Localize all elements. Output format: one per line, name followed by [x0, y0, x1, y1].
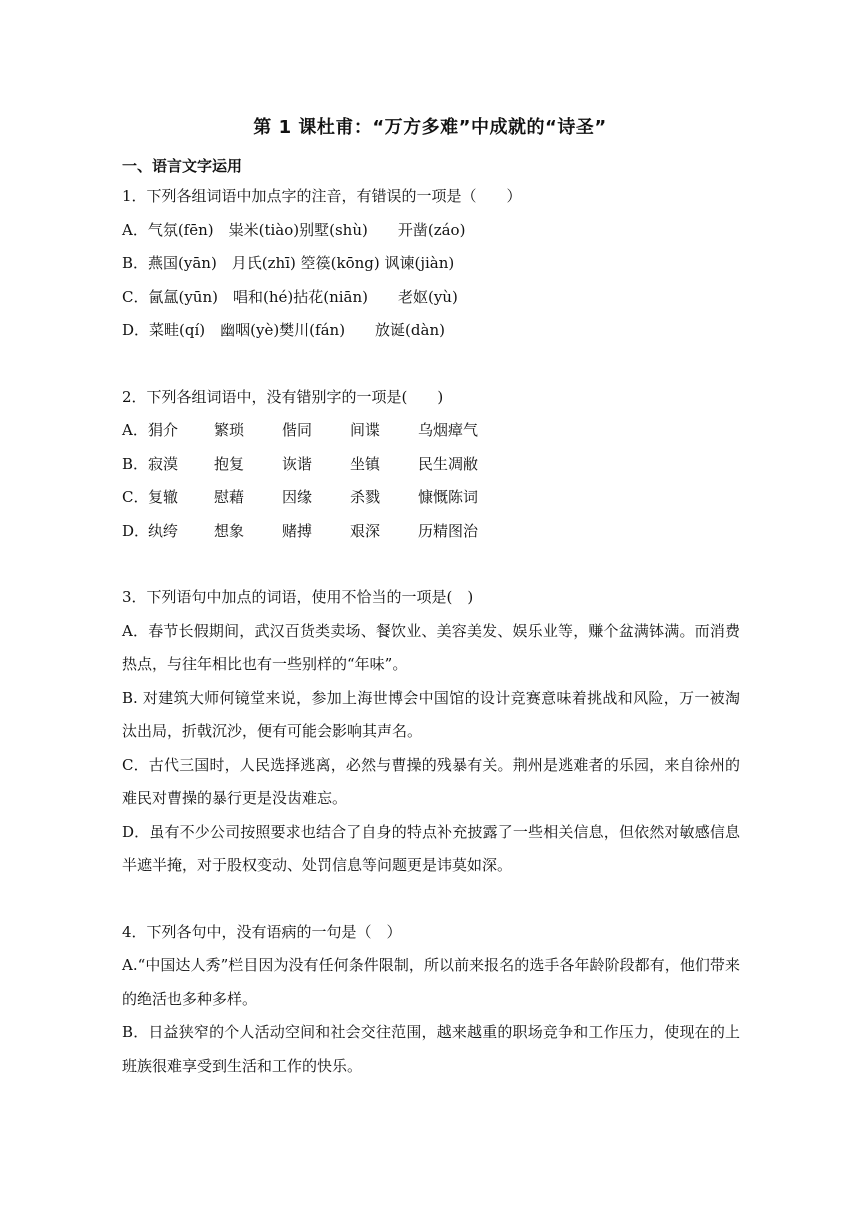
option-word: 慰藉: [214, 488, 245, 506]
option-a: A.“中国达人秀”栏目因为没有任何条件限制，所以前来报名的选手各年龄阶段都有，他们带来的绝活也多种多样。: [122, 956, 740, 1008]
option-word: 赌搏: [282, 521, 313, 540]
page-title: 第 1 课杜甫：“万方多难”中成就的“诗圣”: [253, 117, 607, 138]
option-word: 寂漠: [148, 454, 179, 473]
question-3: [122, 581, 740, 883]
option-word: 历精图治: [418, 521, 479, 540]
option-word: 乌烟瘴气: [418, 421, 479, 439]
option-word: 纨绔: [148, 521, 179, 540]
option-word: 因缘: [282, 488, 313, 506]
option-word: 诙谐: [282, 454, 313, 473]
option-letter: A．: [122, 421, 148, 439]
option-letter: C．: [122, 488, 149, 506]
option-c: C．氤氲(yūn) 唱和(hé)拈花(niān) 老妪(yù): [122, 287, 458, 306]
option-word: 想象: [214, 521, 245, 540]
question-2: [122, 381, 740, 549]
option-word: 狷介: [148, 421, 179, 439]
question-stem: 1．下列各组词语中加点字的注音，有错误的一项是（ ）: [122, 187, 522, 205]
option-word: 抱复: [214, 454, 245, 473]
option-c: C．古代三国时，人民选择逃离，必然与曹操的残暴有关。荆州是逃难者的乐园，来自徐州的难民对曹操的暴行更是没齿难忘。: [122, 755, 740, 807]
section-heading: 一、语言文字运用: [122, 157, 243, 175]
option-b: B．日益狭窄的个人活动空间和社会交往范围，越来越重的职场竞争和工作压力，使现在的上班族很难享受到生活和工作的快乐。: [122, 1023, 740, 1075]
option-d: [122, 515, 740, 549]
option-d: D．菜畦(qí) 幽咽(yè)樊川(fán) 放诞(dàn): [122, 321, 445, 339]
question-stem: 4．下列各句中，没有语病的一句是（ ）: [122, 922, 402, 941]
option-word: 坐镇: [350, 454, 381, 473]
option-letter: D．: [122, 521, 150, 540]
option-word: 艰深: [350, 521, 381, 540]
option-b: B．燕国(yān) 月氏(zhī) 箜篌(kōng) 讽谏(jiàn): [122, 254, 455, 272]
question-1: [122, 180, 740, 348]
option-d: D．虽有不少公司按照要求也结合了自身的特点补充披露了一些相关信息，但依然对敏感信息半遮半掩，对于股权变动、处罚信息等问题更是讳莫如深。: [122, 822, 740, 874]
option-word: 间谍: [350, 421, 381, 439]
option-b: [122, 448, 740, 482]
option-word: 复辙: [148, 488, 179, 506]
option-c: [122, 481, 740, 515]
exercise-content: [122, 152, 740, 1083]
option-a: A．春节长假期间，武汉百货类卖场、餐饮业、美容美发、娱乐业等，赚个盆满钵满。而消费热点，与往年相比也有一些别样的“年味”。: [122, 621, 740, 673]
spacer: [122, 883, 740, 916]
question-stem: 3．下列语句中加点的词语，使用不恰当的一项是( ): [122, 588, 474, 606]
spacer: [122, 548, 740, 581]
option-b: B. 对建筑大师何镜堂来说，参加上海世博会中国馆的设计竞赛意味着挑战和风险，万一被淘汰出局，折戟沉沙，便有可能会影响其声名。: [122, 688, 740, 740]
option-word: 偕同: [282, 421, 313, 439]
option-word: 杀戮: [350, 488, 381, 506]
option-letter: B．: [122, 454, 149, 473]
option-word: 民生凋敝: [418, 454, 479, 473]
question-stem: 2．下列各组词语中，没有错别字的一项是( ): [122, 387, 444, 406]
question-4: [122, 916, 740, 1084]
option-a: [122, 414, 740, 448]
option-word: 繁琐: [214, 421, 245, 439]
option-a: A．气氛(fēn) 粜米(tiào)别墅(shù) 开凿(záo): [122, 220, 466, 239]
option-word: 慷慨陈词: [418, 488, 479, 506]
spacer: [122, 348, 740, 381]
